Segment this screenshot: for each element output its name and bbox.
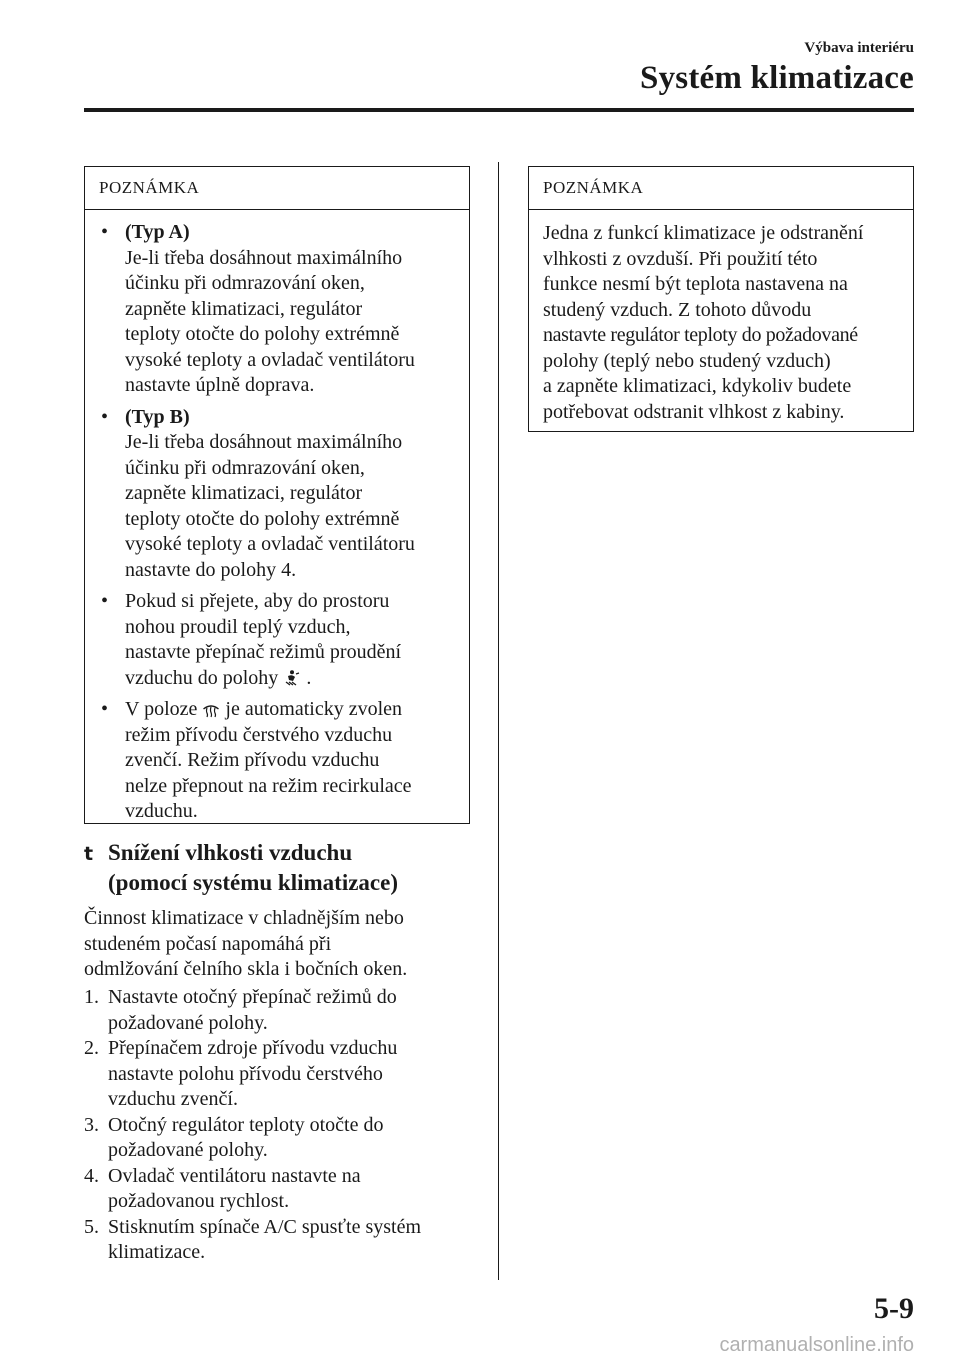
text-line: a zapněte klimatizaci, kdykoliv budete: [543, 375, 852, 397]
step-number: 5.: [84, 1215, 99, 1238]
step-number: 2.: [84, 1037, 99, 1059]
text-line: teploty otočte do polohy extrémně: [125, 323, 400, 345]
text-line: potřebovat odstranit vlhkost z kabiny.: [543, 400, 845, 423]
text-line: polohy (teplý nebo studený vzduch): [543, 349, 831, 372]
text-line: studeném počasí napomáhá při: [84, 932, 332, 955]
text-line: nastavte regulátor teploty do požadované: [543, 324, 858, 346]
bullet-title: (Typ B): [125, 405, 190, 428]
floor-vent-icon: [283, 669, 301, 687]
heading-line: (pomocí systému klimatizace): [108, 870, 398, 895]
text-line: Stisknutím spínače A/C spusťte systém: [108, 1215, 421, 1238]
text-line: účinku při odmrazování oken,: [125, 272, 365, 294]
text-line: požadovanou rychlost.: [108, 1190, 290, 1212]
text-line: vzduchu.: [125, 800, 198, 822]
text-line: klimatizace.: [108, 1241, 206, 1263]
list-item: [84, 985, 484, 1036]
column-divider: [498, 162, 499, 1280]
section-title: Systém klimatizace: [640, 60, 914, 96]
list-item: [99, 220, 455, 399]
text-line: nelze přepnout na režim recirkulace: [125, 774, 412, 797]
text-line: nastavte úplně doprava.: [125, 374, 315, 396]
text-line: vysoké teploty a ovladač ventilátoru: [125, 533, 415, 555]
watermark: carmanualsonline.info: [719, 1334, 914, 1356]
list-item: [84, 1164, 484, 1215]
step-number: 1.: [84, 986, 99, 1008]
text-line: nohou proudil teplý vzduch,: [125, 615, 351, 638]
text-line: teploty otočte do polohy extrémně: [125, 507, 400, 530]
note-box-right: [528, 166, 914, 432]
subsection-heading: [84, 838, 484, 898]
text-line: [125, 697, 455, 723]
text-line: vysoké teploty a ovladač ventilátoru: [125, 348, 415, 371]
note-header: POZNÁMKA: [85, 167, 469, 210]
list-item: [84, 1215, 484, 1266]
list-item: [84, 1036, 484, 1113]
section-marker-icon: t: [84, 843, 94, 865]
text-line: Přepínačem zdroje přívodu vzduchu: [108, 1037, 398, 1059]
text-line: požadované polohy.: [108, 1139, 268, 1161]
text-line: funkce nesmí být teplota nastavena na: [543, 273, 848, 295]
header-rule: [84, 108, 914, 112]
text-line: Otočný regulátor teploty otočte do: [108, 1113, 384, 1136]
text-line: Pokud si přejete, aby do prostoru: [125, 590, 390, 612]
text-line: [125, 666, 455, 692]
note-header: POZNÁMKA: [529, 167, 913, 210]
text-line: účinku při odmrazování oken,: [125, 456, 365, 479]
text-line: nastavte polohu přívodu čerstvého: [108, 1062, 383, 1085]
list-item: [84, 1113, 484, 1164]
text-line: Je-li třeba dosáhnout maximálního: [125, 431, 403, 453]
list-item: [99, 589, 455, 691]
bullet-icon: •: [101, 590, 109, 612]
text-line: režim přívodu čerstvého vzduchu: [125, 723, 393, 746]
text-line: Je-li třeba dosáhnout maximálního: [125, 246, 403, 269]
text-line: studený vzduch. Z tohoto důvodu: [543, 298, 812, 321]
text-line: odmlžování čelního skla i bočních oken.: [84, 958, 408, 980]
text-line: nastavte přepínač režimů proudění: [125, 641, 401, 663]
note-body: [529, 210, 913, 425]
text-line: zvenčí. Režim přívodu vzduchu: [125, 749, 380, 771]
text-line: zapněte klimatizaci, regulátor: [125, 482, 363, 504]
text-fragment: je automaticky zvolen: [225, 698, 403, 720]
text-line: Ovladač ventilátoru nastavte na: [108, 1164, 361, 1187]
bullet-icon: •: [101, 221, 109, 243]
bullet-icon: •: [101, 698, 109, 720]
text-line: zapněte klimatizaci, regulátor: [125, 297, 363, 320]
steps-list: [84, 985, 484, 1266]
page-number: 5-9: [874, 1292, 914, 1325]
text-fragment: .: [306, 666, 312, 689]
heading-line: Snížení vlhkosti vzduchu: [108, 840, 353, 865]
step-number: 4.: [84, 1164, 99, 1187]
note-body: [85, 210, 469, 825]
text-line: Nastavte otočný přepínač režimů do: [108, 986, 397, 1008]
text-line: nastavte do polohy 4.: [125, 558, 297, 581]
section-label: Výbava interiéru: [804, 40, 914, 56]
text-fragment: V poloze: [125, 698, 198, 720]
defroster-icon: [202, 700, 220, 718]
bullet-title: (Typ A): [125, 221, 190, 243]
text-line: Jedna z funkcí klimatizace je odstranění: [543, 222, 864, 244]
list-item: [99, 697, 455, 825]
step-number: 3.: [84, 1113, 99, 1136]
text-line: vlhkosti z ovzduší. Při použití této: [543, 247, 818, 270]
note-box-left: [84, 166, 470, 824]
intro-paragraph: [84, 906, 484, 983]
text-fragment: vzduchu do polohy: [125, 666, 279, 689]
list-item: [99, 405, 455, 584]
bullet-icon: •: [101, 405, 109, 428]
text-line: požadované polohy.: [108, 1011, 268, 1034]
text-line: vzduchu zvenčí.: [108, 1088, 238, 1110]
text-line: Činnost klimatizace v chladnějším nebo: [84, 907, 404, 929]
